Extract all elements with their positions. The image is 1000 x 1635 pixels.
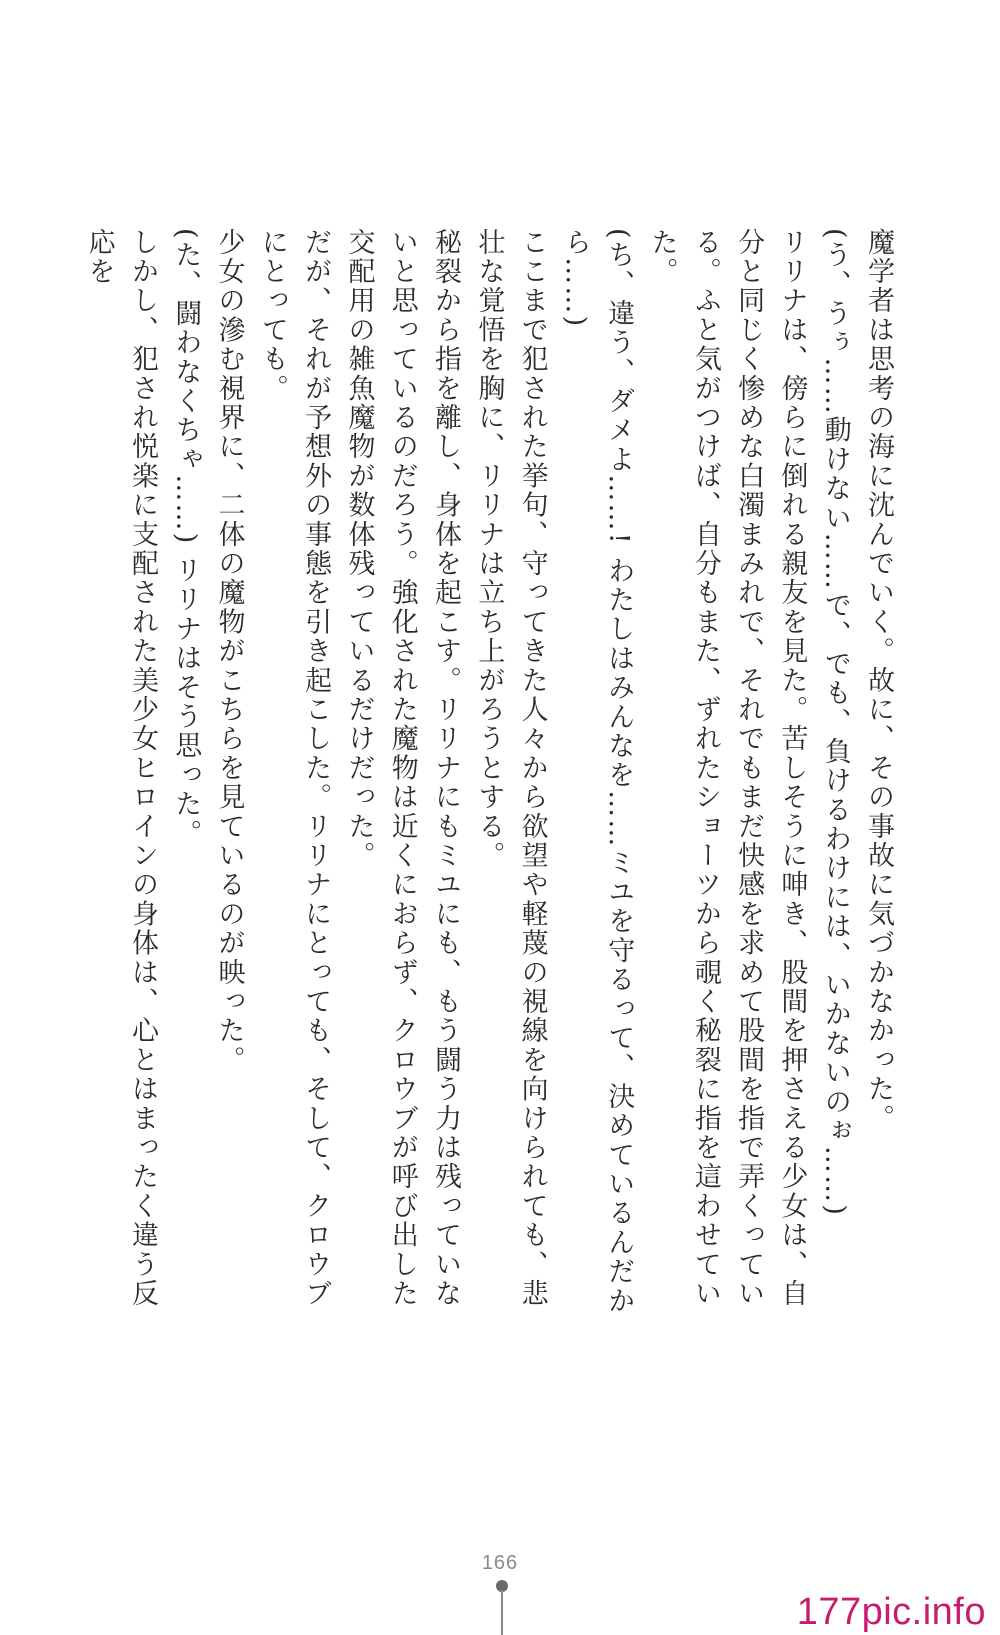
paragraph-8: 少女の滲む視界に、二体の魔物がこちらを見ているのが映った。 bbox=[213, 228, 245, 1075]
paragraph-4: (ち、違う、ダメよ……! わたしはみんなを……ミユを守るって、決めているんだから……) bbox=[559, 228, 635, 1316]
bookmark-pin-icon bbox=[496, 1580, 508, 1635]
page-number: 166 bbox=[481, 1552, 519, 1574]
paragraph-10: しかし、犯され悦楽に支配された美少女ヒロインの身体は、心とはまったく違う反応を bbox=[83, 228, 158, 1309]
paragraph-6: 秘裂から指を離し、身体を起こす。リリナにもミユにも、もう闘う力は残っていないと思っているのだろう。強化された魔物は近くにおらず、クロウブが呼び出した交配用の雑魚魔物が数体残っているだけだった。 bbox=[343, 228, 462, 1309]
paragraph-3: リリナは、傍らに倒れる親友を見た。苦しそうに呻き、股間を押さえる少女は、自分と同じく惨めな白濁まみれで、それでもまだ快感を求めて股間を指で弄くっている。ふと気がつけば、自分もまた、ずれたショーツから覗く秘裂に指を這わせていた。 bbox=[646, 228, 808, 1309]
paragraph-5: ここまで犯された挙句、守ってきた人々から欲望や軽蔑の視線を向けられても、悲壮な覚悟を胸に、リリナは立ち上がろうとする。 bbox=[473, 228, 548, 1309]
paragraph-9: (た、闘わなくちゃ……) リリナはそう思った。 bbox=[170, 228, 202, 849]
bookmark-pin-stem bbox=[501, 1590, 503, 1635]
paragraph-1: 魔学者は思考の海に沈んでいく。故に、その事故に気づかなかった。 bbox=[863, 228, 894, 1134]
paragraph-2: (う、うぅ……動けない……で、でも、負けるわけには、いかないのぉ……) bbox=[819, 228, 851, 1218]
site-watermark: 177pic.info bbox=[796, 1591, 986, 1633]
vertical-body-text bbox=[77, 228, 900, 1328]
paragraph-7: だが、それが予想外の事態を引き起こした。リリナにとっても、そして、クロウブにとっても。 bbox=[256, 228, 332, 1309]
